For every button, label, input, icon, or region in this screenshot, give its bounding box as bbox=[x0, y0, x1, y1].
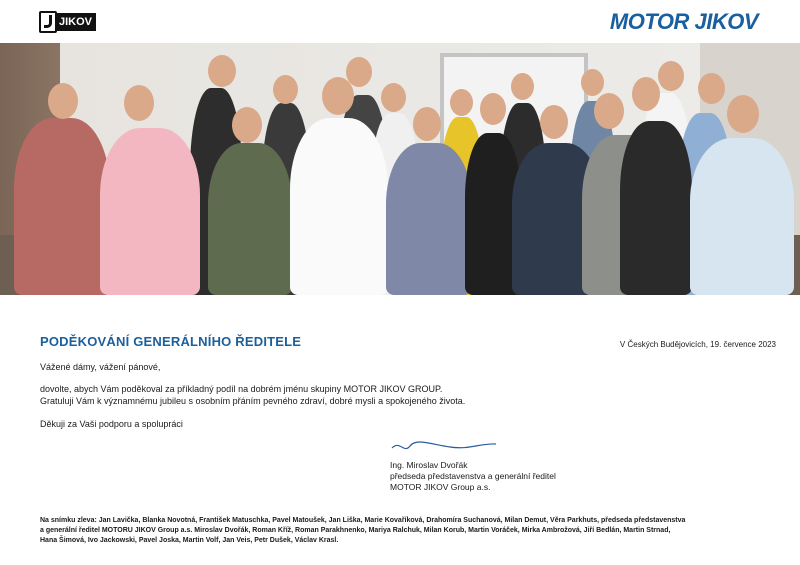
person-head bbox=[48, 83, 78, 119]
photo-caption bbox=[40, 516, 760, 546]
person-head bbox=[381, 83, 406, 112]
person-head bbox=[658, 61, 684, 91]
signature-block bbox=[390, 460, 556, 493]
person-head bbox=[594, 93, 624, 129]
person-head bbox=[727, 95, 759, 133]
signer-company: MOTOR JIKOV Group a.s. bbox=[390, 482, 491, 492]
person-head bbox=[322, 77, 354, 115]
j-logo-icon bbox=[39, 11, 57, 33]
person-head bbox=[632, 77, 660, 111]
jikov-logo-text: JIKOV bbox=[55, 13, 96, 31]
caption-line: Hana Šimová, Ivo Jackowski, Pavel Joska, Martin Volf, Jan Veis, Petr Dušek, Václav Krasl. bbox=[40, 537, 339, 544]
letter-paragraph bbox=[40, 383, 465, 407]
person-figure bbox=[690, 138, 794, 295]
letter-title: PODĚKOVÁNÍ GENERÁLNÍHO ŘEDITELE bbox=[40, 334, 302, 349]
person-figure bbox=[14, 118, 110, 295]
person-head bbox=[540, 105, 568, 139]
person-head bbox=[450, 89, 473, 116]
paragraph-line: dovolte, abych Vám poděkoval za příkladný podíl na dobrém jménu skupiny MOTOR JIKOV GROUP. bbox=[40, 384, 443, 394]
person-head bbox=[511, 73, 534, 100]
group-photo bbox=[0, 43, 800, 295]
caption-line: Na snímku zleva: Jan Lavička, Blanka Novotná, František Matuschka, Pavel Matoušek, Jan Liška, Marie Kovaříková, Drahomíra Suchanová, Milan Demut, Věra Parkhuts, předseda představenstva bbox=[40, 517, 686, 524]
person-figure bbox=[386, 143, 472, 295]
signer-name: Ing. Miroslav Dvořák bbox=[390, 460, 468, 470]
person-head bbox=[698, 73, 725, 104]
jikov-logo bbox=[39, 12, 96, 32]
signer-role: předseda představenstva a generální ředitel bbox=[390, 471, 556, 481]
person-head bbox=[208, 55, 236, 87]
person-head bbox=[273, 75, 298, 104]
paragraph-line: Gratuluji Vám k významnému jubileu s osobním přáním pevného zdraví, dobré mysli a spokojeného života. bbox=[40, 396, 466, 406]
person-figure bbox=[208, 143, 292, 295]
person-head bbox=[413, 107, 441, 141]
person-head bbox=[124, 85, 154, 121]
person-head bbox=[480, 93, 506, 125]
person-figure bbox=[100, 128, 200, 295]
caption-line: a generální ředitel MOTORU JIKOV Group a.s. Miroslav Dvořák, Roman Kříž, Roman Parakhnenko, Mariya Ralchuk, Milan Korub, Martin Voráček, Mirka Ambrožová, Jiří Bedlán, Martin Strnad, bbox=[40, 527, 671, 534]
greeting: Vážené dámy, vážení pánové, bbox=[40, 362, 161, 372]
motor-jikov-brand: MOTOR JIKOV bbox=[609, 9, 758, 34]
person-head bbox=[581, 69, 604, 96]
place-date: V Českých Budějovicích, 19. července 2023 bbox=[619, 340, 776, 349]
person-figure bbox=[620, 121, 692, 295]
signature-graphic bbox=[390, 438, 500, 458]
person-head bbox=[232, 107, 262, 143]
thanks-line: Děkuji za Vaši podporu a spolupráci bbox=[40, 419, 183, 429]
person-figure bbox=[290, 118, 388, 295]
